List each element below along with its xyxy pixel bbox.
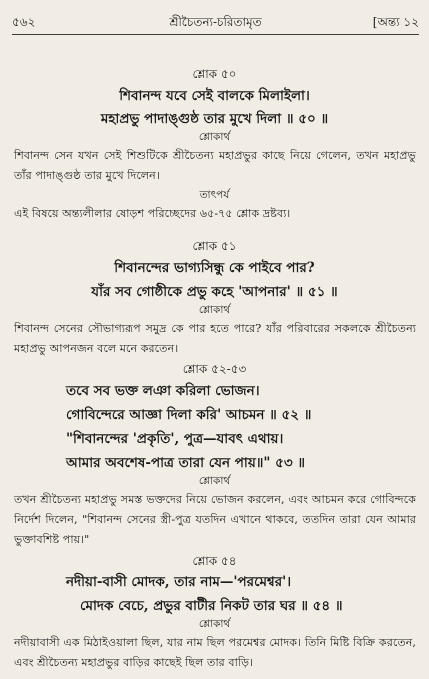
translation-text: শিবানন্দ সেনের সৌভাগ্যরূপ সমুদ্র কে পার হতে পারে? যাঁর পরিবারের সকলকে শ্রীচৈতন্য মহাপ্রভু আপনজন বলে মনে করতেন।: [14, 322, 416, 355]
translation-text: তখন শ্রীচৈতন্য মহাপ্রভু সমস্ত ভক্তদের নিয়ে ভোজন করলেন, এবং আচমন করে গোবিন্দকে নির্দেশ দিলেন, "শিবানন্দ সেনের স্ত্রী-পুত্র যতদিন এখানে থাকবে, ততদিন তারা যেন আমার ভুক্তাবশিষ্ট পায়।": [14, 493, 416, 546]
page-number: ৫৬২: [12, 15, 36, 29]
verse-heading: শ্লোক ৫৪: [192, 554, 237, 568]
verse-line: শিবানন্দের ভাগ্যসিন্ধু কে পাইবে পার?: [114, 260, 315, 276]
purport-heading: তাৎপর্য: [199, 189, 230, 201]
translation-heading: শ্লোকার্থ: [198, 475, 231, 487]
verse-line: "শিবানন্দের 'প্রকৃতি', পুত্র—যাবৎ এথায়।: [66, 431, 284, 447]
translation-heading: শ্লোকার্থ: [198, 304, 231, 316]
verse-heading: শ্লোক ৫১: [192, 239, 237, 253]
verse-heading: শ্লোক ৫০: [192, 67, 237, 81]
translation-text: শিবানন্দ সেন যখন সেই শিশুটিকে শ্রীচৈতন্য মহাপ্রভুর কাছে নিয়ে গেলেন, তখন মহাপ্রভু তাঁর পাদাঙ্গুষ্ঠ তার মুখে দিলেন।: [14, 149, 416, 182]
running-header: [12, 8, 419, 34]
chapter-reference: [অন্ত্য ১২: [372, 15, 419, 29]
verse-line: মহাপ্রভু পাদাঙ্গুষ্ঠ তার মুখে দিলা ॥ ৫০ ॥: [100, 111, 329, 127]
verse-line: মোদক বেচে, প্রভুর বাটীর নিকট তার ঘর ॥ ৫৪ ॥: [80, 598, 343, 614]
book-title: শ্রীচৈতন্য-চরিতামৃত: [169, 15, 262, 29]
purport-text: এই বিষয়ে অন্ত্যলীলার ষোড়শ পরিচ্ছেদের ৬৫-৭৫ শ্লোক দ্রষ্টব্য।: [14, 207, 291, 220]
verse-line: শিবানন্দ যবে সেই বালকে মিলাইলা।: [119, 88, 310, 104]
header-rule: [12, 34, 419, 35]
verse-line: যাঁর সব গোষ্ঠীকে প্রভু কহে 'আপনার' ॥ ৫১ ॥: [91, 284, 338, 300]
translation-text: নদীয়াবাসী এক মিঠাইওয়ালা ছিল, যার নাম ছিল পরমেশ্বর মোদক। তিনি মিষ্টি বিক্রি করতেন, এবং শ্রীচৈতন্য মহাপ্রভুর বাড়ির কাছেই ছিল তার বাড়ি।: [14, 636, 416, 669]
verse-line: গোবিন্দেরে আজ্ঞা দিলা করি' আচমন ॥ ৫২ ॥: [66, 407, 312, 423]
translation-heading: শ্লোকার্থ: [198, 618, 231, 630]
verse-line: তবে সব ভক্ত লঞা করিলা ভোজন।: [66, 383, 260, 399]
verse-heading: শ্লোক ৫২-৫৩: [182, 362, 247, 376]
verse-line: নদীয়া-বাসী মোদক, তার নাম—'পরমেশ্বর'।: [66, 574, 292, 590]
translation-heading: শ্লোকার্থ: [198, 131, 231, 143]
verse-line: আমার অবশেষ-পাত্র তারা যেন পায়॥" ৫৩ ॥: [66, 455, 306, 471]
